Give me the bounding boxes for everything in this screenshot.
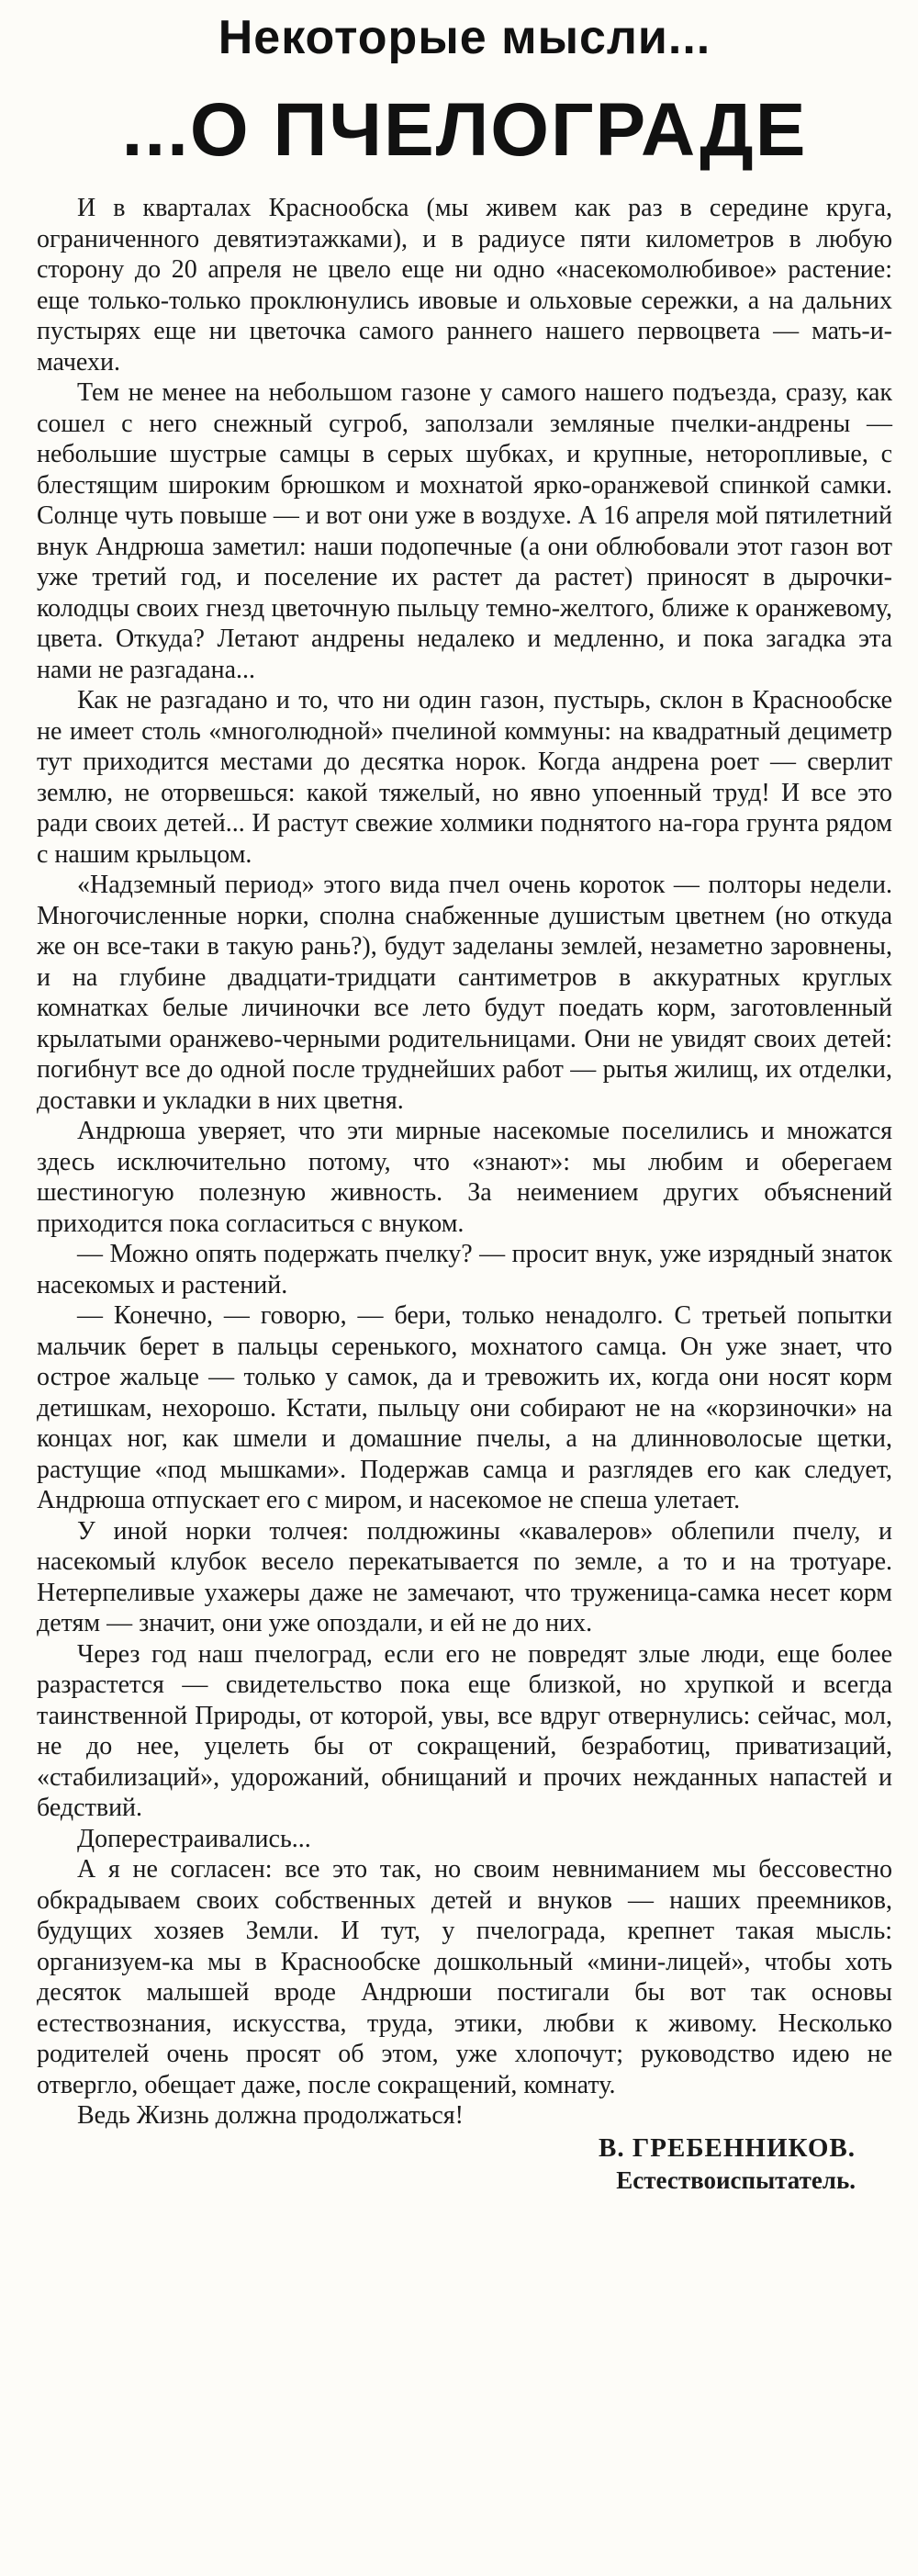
paragraph: Как не разгадано и то, что ни один газон, пустырь, склон в Краснообске не имеет столь «многолюдной» пчелиной коммуны: на квадратный дециметр тут приходится местами до десятка норок. Когда андрена роет — сверлит землю, не оторвешься: какой тяжелый, но явно упоенный труд! И все это ради своих детей... И растут свежие холмики поднятого на-гора грунта рядом с нашим крыльцом. — [37, 686, 892, 869]
paragraph: «Надземный период» этого вида пчел очень короток — полторы недели. Многочисленные норки, сполна снабженные душистым цветнем (но откуда же он все-таки в такую рань?), будут заделаны землей, незаметно заровнены, и на глубине двадцати-тридцати сантиметров в аккуратных круглых комнатках белые личиночки все лето будут поедать корм, заготовленный крылатыми оранжево-черными родительницами. Они не увидят своих детей: погибнут все до одной после труднейших работ — рытья жилищ, их отделки, доставки и укладки в них цветня. — [37, 871, 892, 1115]
paragraph: Ведь Жизнь должна продолжаться! — [77, 2101, 464, 2130]
paragraph: Тем не менее на небольшом газоне у самого нашего подъезда, сразу, как сошел с него снежный сугроб, заползали земляные пчелки-андрены — небольшие шустрые самцы в серых шубках, и крупные, неторопливые, с блестящим широким брюшком и мохнатой ярко-оранжевой спинкой самки. Солнце чуть повыше — и вот они уже в воздухе. А 16 апреля мой пятилетний внук Андрюша заметил: наши подопечные (а они облюбовали этот газон вот уже третий год, и поселение их растет да растет) приносят в дырочки-колодцы своих гнезд цветочную пыльцу темно-желтого, ближе к оранжевому, цвета. Откуда? Летают андрены недалеко и медленно, и пока загадка эта нами не разгадана... — [37, 378, 892, 684]
paragraph: — Можно опять подержать пчелку? — просит внук, уже изрядный знаток насекомых и растений. — [37, 1240, 892, 1299]
author-title: Естествоиспытатель. — [616, 2165, 856, 2194]
author-signature — [37, 2132, 892, 2196]
paragraph: И в кварталах Краснообска (мы живем как раз в середине круга, ограниченного девятиэтажками), и в радиусе пяти километров в любую сторону до 20 апреля не цвело еще ни одно «насекомолюбивое» растение: еще только-только проклюнулись ивовые и ольховые сережки, а на дальних пустырях еще ни цветочка самого раннего нашего первоцвета — мать-и-мачехи. — [37, 194, 892, 377]
paragraph: Доперестраивались... — [77, 1824, 311, 1853]
paragraph: Андрюша уверяет, что эти мирные насекомые поселились и множатся здесь исключительно потому, что «знают»: мы любим и оберегаем шестиногую полезную живность. За неимением других объяснений приходится пока согласиться с внуком. — [37, 1117, 892, 1238]
article-body — [37, 193, 892, 2132]
paragraph: У иной норки толчея: полдюжины «кавалеров» облепили пчелу, и насекомый клубок весело перекатывается по земле, а то и на тротуаре. Нетерпеливые ухажеры даже не замечают, что труженица-самка несет корм детям — значит, они уже опоздали, и ей не до них. — [37, 1516, 892, 1637]
paragraph: А я не согласен: все это так, но своим невниманием мы бессовестно обкрадываем своих собственных детей и внуков — наших преемников, будущих хозяев Земли. И тут, у пчелограда, крепнет такая мысль: организуем-ка мы в Краснообске дошкольный «мини-лицей», чтобы хоть десяток малышей вроде Андрюши постигали бы вот так основы естествознания, искусства, труда, этики, любви к живому. Несколько родителей очень просят об этом, уже хлопочут; руководство идею не отвергло, обещает даже, после сокращений, комнату. — [37, 1855, 892, 2099]
article-headline: ...О ПЧЕЛОГРАДЕ — [121, 88, 808, 172]
paragraph: Через год наш пчелоград, если его не повредят злые люди, еще более разрастется — свидетельство пока еще близкой, но хрупкой и всегда таинственной Природы, от которой, увы, все вдруг отвернулись: сейчас, мол, не до нее, уцелеть бы от сокращений, безработиц, приватизаций, «стабилизаций», удорожаний, обнищаний и прочих нежданных напастей и бедствий. — [37, 1639, 892, 1822]
article-kicker: Некоторые мысли... — [218, 11, 711, 64]
paragraph: — Конечно, — говорю, — бери, только ненадолго. С третьей попытки мальчик берет в пальцы серенького, мохнатого самца. Он уже знает, что острое жальце — только у самок, да и тревожить их, когда они носят корм детишкам, нехорошо. Кстати, пыльцу они собирают не на «корзиночки» на концах ног, как шмели и домашние пчелы, а на длинноволосые щетки, растущие «под мышками». Подержав самца и разглядев его как следует, Андрюша отпускает его с миром, и насекомое не спеша улетает. — [37, 1301, 892, 1514]
author-name: В. ГРЕБЕННИКОВ. — [599, 2132, 856, 2163]
